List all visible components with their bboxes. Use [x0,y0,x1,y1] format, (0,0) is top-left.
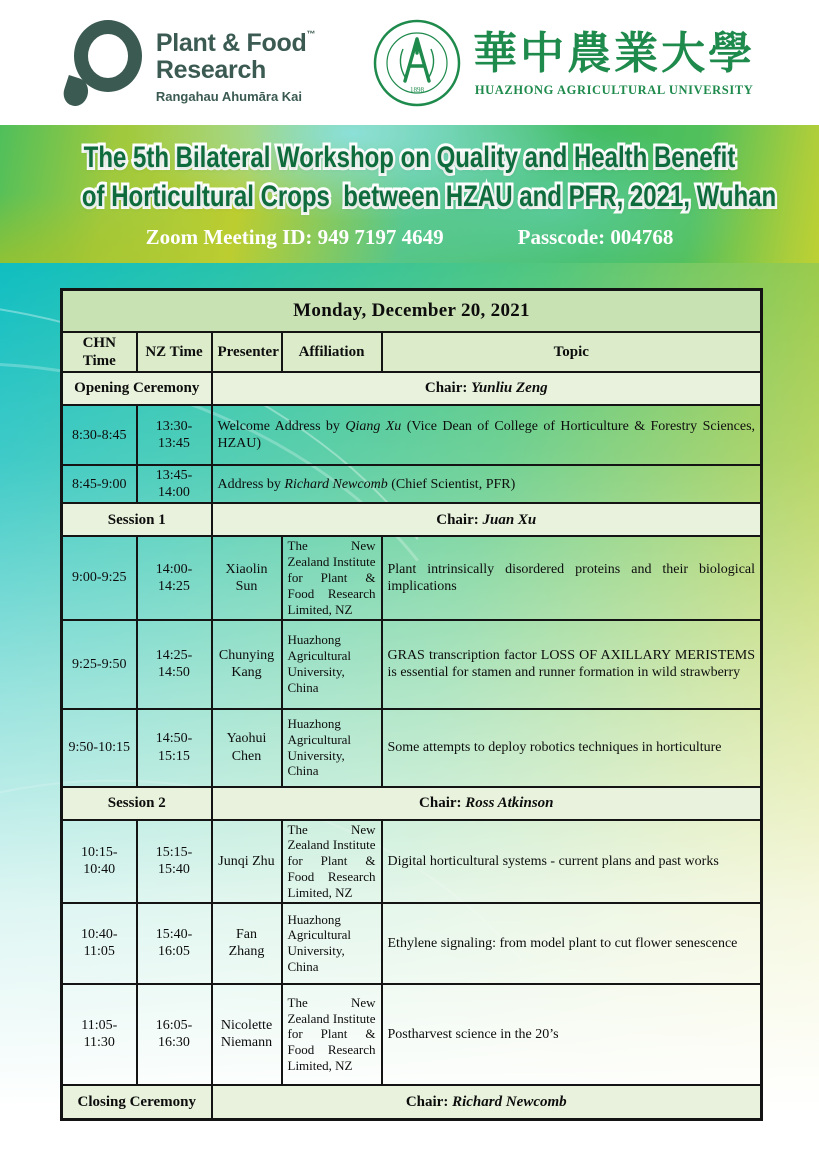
nz-time-cell: 14:25-14:50 [137,620,212,709]
table-row [62,465,762,503]
section-label-cell: Opening Ceremony [62,372,212,405]
nz-time-cell: 13:30-13:45 [137,405,212,465]
table-row [62,787,762,820]
affiliation-cell: The New Zealand Institute for Plant & Food Research Limited, NZ [282,820,382,903]
pfr-name-line1: Plant & Food™ [155,29,316,57]
table-row [62,290,762,332]
nz-time-cell: 14:00-14:25 [137,536,212,619]
table-row [62,503,762,536]
zoom-meeting-info [0,225,819,250]
column-header-presenter: Presenter [212,332,282,373]
schedule-area [0,263,819,1157]
table-row [62,820,762,903]
nz-time-cell: 14:50-15:15 [137,709,212,787]
pfr-logo-icon [64,18,142,108]
table-row [62,405,762,465]
section-label-cell: Session 1 [62,503,212,536]
affiliation-cell: The New Zealand Institute for Plant & Food Research Limited, NZ [282,536,382,619]
chn-time-cell: 8:45-9:00 [62,465,137,503]
nz-time-cell: 16:05-16:30 [137,984,212,1085]
chair-cell: Chair: Juan Xu [212,503,762,536]
table-row [62,372,762,405]
title-banner [0,125,819,263]
schedule-table [60,288,763,1121]
column-header-topic: Topic [382,332,762,373]
presenter-cell: Nicolette Niemann [212,984,282,1085]
chn-time-cell: 11:05-11:30 [62,984,137,1085]
plenary-description-cell: Welcome Address by Qiang Xu (Vice Dean of College of Horticulture & Forestry Sciences, HZAU) [212,405,762,465]
hzau-logo [373,19,755,107]
chn-time-cell: 9:25-9:50 [62,620,137,709]
affiliation-cell: Huazhong Agricultural University, China [282,903,382,984]
table-row [62,1085,762,1120]
pfr-tagline: Rangahau Ahumāra Kai [155,89,303,104]
svg-text:1898: 1898 [410,85,425,94]
plenary-description-cell: Address by Richard Newcomb (Chief Scientist, PFR) [212,465,762,503]
nz-time-cell: 15:40-16:05 [137,903,212,984]
hzau-chinese-name: 華中農業大學 [473,27,756,79]
presenter-cell: Xiaolin Sun [212,536,282,619]
pfr-logo-text [156,21,315,104]
nz-time-cell: 13:45-14:00 [137,465,212,503]
workshop-title-line1: The 5th Bilateral Workshop on Quality and Health Benefit [83,141,736,174]
zoom-meeting-id: Zoom Meeting ID: 949 7197 4649 [145,225,444,249]
nz-time-cell: 15:15-15:40 [137,820,212,903]
pfr-logo [64,18,315,108]
table-row [62,620,762,709]
section-label-cell: Session 2 [62,787,212,820]
chn-time-cell: 10:40-11:05 [62,903,137,984]
topic-cell: Postharvest science in the 20’s [382,984,762,1085]
chn-time-cell: 9:50-10:15 [62,709,137,787]
section-label-cell: Closing Ceremony [62,1085,212,1120]
topic-cell: GRAS transcription factor LOSS OF AXILLARY MERISTEMS is essential for stamen and runner formation in wild strawberry [382,620,762,709]
table-row [62,709,762,787]
chair-cell: Chair: Yunliu Zeng [212,372,762,405]
table-row [62,536,762,619]
hzau-seal-icon [373,19,461,107]
pfr-name-line2: Research [155,56,267,84]
affiliation-cell: Huazhong Agricultural University, China [282,709,382,787]
affiliation-cell: The New Zealand Institute for Plant & Food Research Limited, NZ [282,984,382,1085]
logo-bar [0,0,819,125]
topic-cell: Some attempts to deploy robotics techniques in horticulture [382,709,762,787]
presenter-cell: Fan Zhang [212,903,282,984]
zoom-passcode: Passcode: 004768 [517,225,674,249]
column-header-chn-time: CHN Time [62,332,137,373]
presenter-cell: Chunying Kang [212,620,282,709]
column-header-affiliation: Affiliation [282,332,382,373]
hzau-english-name: HUAZHONG AGRICULTURAL UNIVERSITY [474,82,754,97]
topic-cell: Plant intrinsically disordered proteins and their biological implications [382,536,762,619]
chn-time-cell: 9:00-9:25 [62,536,137,619]
date-header: Monday, December 20, 2021 [62,290,762,332]
column-header-nz-time: NZ Time [137,332,212,373]
topic-cell: Ethylene signaling: from model plant to cut flower senescence [382,903,762,984]
workshop-title-line2: of Horticultural Crops between HZAU and PFR, 2021, Wuhan [81,180,777,213]
table-row [62,332,762,373]
table-row [62,903,762,984]
chn-time-cell: 10:15-10:40 [62,820,137,903]
presenter-cell: Junqi Zhu [212,820,282,903]
affiliation-cell: Huazhong Agricultural University, China [282,620,382,709]
chair-cell: Chair: Ross Atkinson [212,787,762,820]
hzau-logo-text [473,28,755,98]
trademark-symbol: ™ [306,29,316,39]
chair-cell: Chair: Richard Newcomb [212,1085,762,1120]
presenter-cell: Yaohui Chen [212,709,282,787]
table-row [62,984,762,1085]
chn-time-cell: 8:30-8:45 [62,405,137,465]
topic-cell: Digital horticultural systems - current plans and past works [382,820,762,903]
